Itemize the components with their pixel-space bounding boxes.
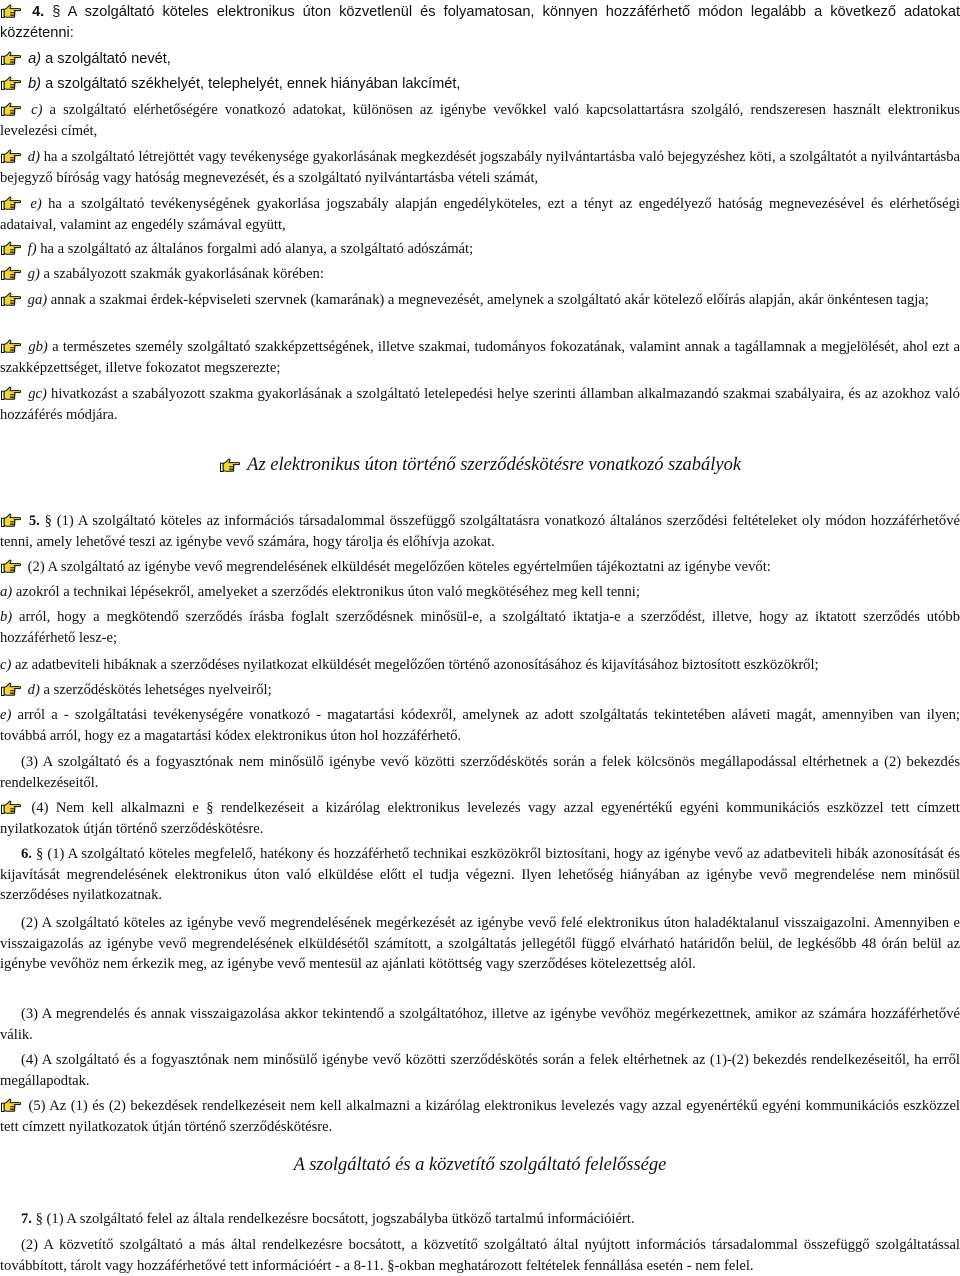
- paragraph-text: a szolgáltató nevét,: [45, 51, 171, 67]
- point-label: a): [0, 584, 13, 600]
- paragraph: [0, 337, 960, 378]
- section-number: 7.: [21, 1211, 32, 1227]
- paragraph-text: § (1) A szolgáltató felel az általa rendelkezésre bocsátott, jogszabályba ütköző tartalmú információiért.: [35, 1211, 635, 1227]
- pointing-hand-icon: [0, 338, 22, 354]
- paragraph-text: § (1) A szolgáltató köteles megfelelő, hatékony és hozzáférhető technikai eszközökről biztosítani, hogy az igénybe vevő az adatbeviteli hibák azonosítását és kijavítását megrendelésének elektronikus úton való elküldése előtt el tudja végezni. Ilyen lehetőség hiányában az igénybe vevő megrendelése nem minősül szerződéses nyilatkozatnak.: [0, 846, 960, 903]
- paragraph-text: (3) A megrendelés és annak visszaigazolása akkor tekintendő a szolgáltatóhoz, illetve az igénybe vevőhöz megérkezettnek, amikor az számára hozzáférhetővé válik.: [0, 1006, 960, 1043]
- paragraph: [0, 194, 960, 235]
- point-label: gc): [28, 386, 47, 402]
- paragraph: [0, 752, 960, 793]
- point-label: e): [0, 707, 12, 723]
- point-label: a): [28, 51, 42, 67]
- paragraph-text: (2) A szolgáltató köteles az igénybe vevő megrendelésének megérkezését az igénybe vevő felé elektronikus úton haladéktalanul visszaigazolni. Amennyiben e visszaigazolás az igénybe vevő megrendelésének elküldésétől számított, a szolgáltatás jellegétől függő elvárható határidőn belül, de legkésőbb 48 órán belül az igénybe vevőhöz nem érkezik meg, az igénybe vevő mentesül az ajánlati kötöttség vagy szerződéses kötelezettség alól.: [0, 915, 960, 972]
- paragraph: [0, 511, 960, 552]
- paragraph-text: (4) Nem kell alkalmazni e § rendelkezéseit a kizárólag elektronikus levelezés vagy azzal egyenértékű egyéni kommunikációs eszközzel tett címzett nyilatkozatok útján történő szerződéskötésre.: [0, 800, 960, 837]
- paragraph: [0, 290, 960, 311]
- heading-text: A szolgáltató és a közvetítő szolgáltató felelőssége: [293, 1155, 667, 1175]
- paragraph-text: arról a - szolgáltatási tevékenységére vonatkozó - magatartási kódexről, amelynek az adott szolgáltatás tekintetében aláveti magát, amennyiben van ilyen; továbbá arról, hogy ez a magatartási kódex elektronikus úton hol hozzáférhető.: [0, 707, 960, 744]
- paragraph-text: annak a szakmai érdek-képviseleti szervnek (kamarának) a megnevezését, amelynek a szolgáltató akár kötelező előírás alapján, akár önkéntesen tagja;: [50, 292, 929, 308]
- point-label: c): [31, 102, 43, 118]
- paragraph: [0, 264, 960, 285]
- paragraph-text: a szolgáltató székhelyét, telephelyét, ennek hiányában lakcímét,: [45, 76, 461, 92]
- point-label: d): [27, 682, 40, 698]
- point-label: d): [27, 149, 40, 165]
- paragraph: [0, 384, 960, 425]
- pointing-hand-icon: [0, 101, 22, 117]
- paragraph-text: (4) A szolgáltató és a fogyasztónak nem minősülő igénybe vevő közötti szerződéskötés során a felek eltérhetnek az (1)-(2) bekezdés rendelkezéseitől, ha erről megállapodtak.: [0, 1052, 960, 1089]
- paragraph: [0, 798, 960, 839]
- paragraph: [0, 680, 960, 701]
- pointing-hand-icon: [219, 457, 241, 473]
- paragraph: [0, 1235, 960, 1276]
- paragraph: [0, 239, 960, 260]
- pointing-hand-icon: [0, 385, 22, 401]
- section-number: 5.: [28, 513, 40, 529]
- pointing-hand-icon: [0, 195, 22, 211]
- pointing-hand-icon: [0, 3, 22, 19]
- heading-text: Az elektronikus úton történő szerződéskötésre vonatkozó szabályok: [247, 455, 742, 475]
- pointing-hand-icon: [0, 291, 22, 307]
- paragraph-text: (2) A közvetítő szolgáltató a más által rendelkezésre bocsátott, a közvetítő szolgáltató által nyújtott információs társadalommal összefüggő szolgáltatással továbbított, tárolt vagy hozzáférhetővé tett információért - a 8-11. §-okban meghatározott feltételek fennállása esetén - nem felel.: [0, 1237, 960, 1274]
- paragraph: [0, 2, 960, 43]
- paragraph-text: (2) A szolgáltató az igénybe vevő megrendelésének elküldését megelőzően köteles egyértelműen tájékoztatni az igénybe vevőt:: [27, 559, 771, 575]
- paragraph-text: § (1) A szolgáltató köteles az információs társadalommal összefüggő szolgáltatásra vonatkozó általános szerződési feltételeket oly módon hozzáférhetővé tenni, amely lehetővé teszi az igénybe vevő számára, hogy tárolja és előhívja azokat.: [0, 513, 960, 550]
- section-number: 4.: [32, 4, 45, 20]
- paragraph-text: ha a szolgáltató az általános forgalmi adó alanya, a szolgáltató adószámát;: [40, 241, 474, 257]
- paragraph: [0, 1209, 960, 1230]
- section-heading: [0, 1153, 960, 1177]
- pointing-hand-icon: [0, 50, 22, 66]
- paragraph-text: ha a szolgáltató tevékenységének gyakorlása jogszabály alapján engedélyköteles, ezt a tényt az engedélyező hatóság megnevezésével és elérhetőségi adataival, valamint az engedély számával együtt,: [0, 196, 960, 233]
- paragraph: [0, 705, 960, 746]
- paragraph: [0, 582, 960, 603]
- pointing-hand-icon: [0, 240, 22, 256]
- point-label: gb): [28, 339, 48, 355]
- paragraph-text: arról, hogy a megkötendő szerződés írásba foglalt szerződésnek minősül-e, a szolgáltató iktatja-e a szerződést, illetve, hogy az iktatott szerződés utóbb hozzáférhető lesz-e;: [0, 609, 960, 646]
- paragraph-text: a természetes személy szolgáltató szakképzettségének, illetve szakmai, tudományos fokozatának, valamint annak a tagállamnak a megjelölését, ahol ezt a szakképzettséget, illetve fokozatot megszerezte;: [0, 339, 960, 376]
- paragraph: [0, 913, 960, 975]
- paragraph-text: a szerződéskötés lehetséges nyelveiről;: [43, 682, 272, 698]
- point-label: g): [27, 266, 40, 282]
- paragraph-text: (5) Az (1) és (2) bekezdések rendelkezéseit nem kell alkalmazni a kizárólag elektronikus levelezés vagy azzal egyenértékű egyéni kommunikációs eszközzel tett címzett nyilatkozatok útján történő szerződéskötésre.: [0, 1098, 960, 1135]
- pointing-hand-icon: [0, 681, 22, 697]
- paragraph: [0, 844, 960, 906]
- point-label: b): [0, 609, 13, 625]
- paragraph: [0, 557, 960, 578]
- pointing-hand-icon: [0, 799, 22, 815]
- point-label: f): [27, 241, 37, 257]
- paragraph-text: azokról a technikai lépésekről, amelyeket a szerződés elektronikus úton való megkötéséhez meg kell tenni;: [15, 584, 640, 600]
- paragraph: [0, 1096, 960, 1137]
- pointing-hand-icon: [0, 148, 22, 164]
- paragraph-text: a szabályozott szakmák gyakorlásának körében:: [43, 266, 324, 282]
- point-label: ga): [27, 292, 48, 308]
- pointing-hand-icon: [0, 1097, 22, 1113]
- paragraph-text: hivatkozást a szabályozott szakma gyakorlásának a szolgáltató letelepedési helye szerinti államban alkalmazandó szakmai szabályaira, és az azokhoz való hozzáférés módjára.: [0, 386, 960, 423]
- point-label: b): [28, 76, 42, 92]
- paragraph-text: ha a szolgáltató létrejöttét vagy tevékenysége gyakorlásának megkezdését jogszabály nyilvántartásba való bejegyzéshez köti, a szolgáltatót a nyilvántartásba bejegyző bíróság vagy hatóság megnevezését, és a szolgáltató nyilvántartásba vételi számát,: [0, 149, 960, 186]
- point-label: e): [30, 196, 42, 212]
- section-number: 6.: [21, 846, 32, 862]
- paragraph: [0, 100, 960, 141]
- paragraph-text: a szolgáltató elérhetőségére vonatkozó adatokat, különösen az igénybe vevőkkel való kapcsolattartásra szolgáló, rendszeresen használt elektronikus levelezési címét,: [0, 102, 960, 139]
- pointing-hand-icon: [0, 75, 22, 91]
- paragraph-text: (3) A szolgáltató és a fogyasztónak nem minősülő igénybe vevő közötti szerződéskötés során a felek kölcsönös megállapodással eltérhetnek a (2) bekezdés rendelkezéseitől.: [0, 754, 960, 791]
- paragraph-text: § A szolgáltató köteles elektronikus úton közvetlenül és folyamatosan, könnyen hozzáférhető módon legalább a következő adatokat közzétenni:: [0, 4, 960, 41]
- section-heading: [0, 453, 960, 477]
- paragraph: [0, 1050, 960, 1091]
- paragraph: [0, 74, 960, 95]
- paragraph: [0, 607, 960, 648]
- paragraph: [0, 1004, 960, 1045]
- paragraph: [0, 49, 960, 70]
- paragraph: [0, 655, 960, 676]
- point-label: c): [0, 657, 12, 673]
- pointing-hand-icon: [0, 558, 22, 574]
- paragraph: [0, 147, 960, 188]
- pointing-hand-icon: [0, 512, 22, 528]
- pointing-hand-icon: [0, 265, 22, 281]
- paragraph-text: az adatbeviteli hibáknak a szerződéses nyilatkozat elküldését megelőzően történő azonosításához és kijavításához biztosított eszközökről;: [15, 657, 819, 673]
